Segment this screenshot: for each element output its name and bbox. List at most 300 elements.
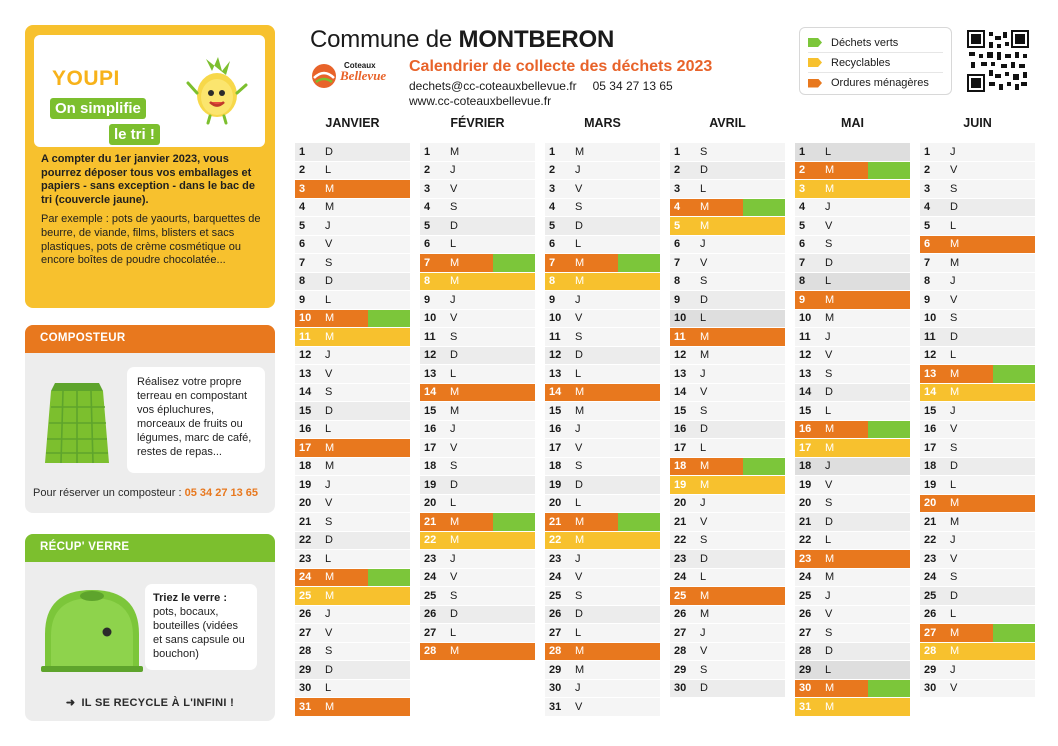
day-of-week: M (325, 312, 335, 325)
day-number: 18 (549, 460, 562, 473)
green-waste-marker (493, 513, 535, 531)
day-of-week: S (825, 367, 833, 380)
day-of-week: D (700, 293, 708, 306)
verre-text (145, 584, 257, 670)
calendar-day (920, 236, 1035, 255)
calendar-day (545, 199, 660, 218)
calendar-day (795, 180, 910, 199)
title-prefix: Commune de (310, 26, 459, 53)
day-of-week: V (825, 219, 833, 232)
day-of-week: J (825, 460, 831, 473)
day-of-week: S (700, 663, 708, 676)
calendar-day (420, 439, 535, 458)
day-number: 8 (549, 275, 556, 288)
green-waste-marker (618, 513, 660, 531)
day-of-week: D (825, 256, 833, 269)
day-of-week: M (700, 608, 710, 621)
calendar-day (920, 624, 1035, 643)
day-of-week: V (450, 312, 458, 325)
day-of-week: M (950, 367, 960, 380)
composteur-reservation (33, 487, 258, 499)
day-number: 19 (424, 478, 437, 491)
day-number: 24 (299, 571, 312, 584)
day-number: 21 (924, 515, 937, 528)
calendar-day (795, 421, 910, 440)
calendar-day (420, 606, 535, 625)
day-number: 11 (799, 330, 811, 343)
day-number: 22 (924, 534, 937, 547)
day-number: 10 (674, 312, 687, 325)
day-of-week: V (325, 238, 333, 251)
day-of-week: L (700, 571, 707, 584)
day-number: 29 (799, 663, 812, 676)
calendar-day (545, 495, 660, 514)
day-number: 15 (924, 404, 937, 417)
calendar-day (420, 143, 535, 162)
day-of-week: S (575, 330, 583, 343)
calendar-day (670, 624, 785, 643)
day-of-week: M (450, 256, 460, 269)
day-of-week: L (825, 404, 832, 417)
calendar-day (295, 384, 410, 403)
day-number: 7 (424, 256, 431, 269)
day-number: 17 (424, 441, 437, 454)
day-of-week: V (575, 700, 583, 713)
day-number: 24 (424, 571, 437, 584)
day-number: 4 (549, 201, 556, 214)
month-column (795, 116, 910, 717)
day-of-week: S (950, 441, 958, 454)
day-of-week: V (450, 571, 458, 584)
calendar-day (920, 680, 1035, 699)
calendar-day (920, 347, 1035, 366)
day-number: 13 (674, 367, 687, 380)
day-number: 17 (674, 441, 687, 454)
day-of-week: L (325, 682, 332, 695)
day-number: 23 (799, 552, 812, 565)
calendar-day (920, 606, 1035, 625)
day-number: 6 (674, 238, 681, 251)
day-number: 2 (799, 164, 806, 177)
contact-email[interactable]: dechets@cc-coteauxbellevue.fr (409, 79, 577, 93)
day-number: 28 (924, 645, 937, 658)
day-of-week: V (950, 682, 958, 695)
day-number: 25 (424, 589, 437, 602)
day-of-week: D (700, 423, 708, 436)
day-number: 4 (299, 201, 306, 214)
day-number: 25 (799, 589, 812, 602)
day-of-week: M (450, 275, 460, 288)
day-number: 16 (299, 423, 312, 436)
calendar-day (920, 273, 1035, 292)
day-of-week: D (450, 219, 458, 232)
calendar-day (920, 476, 1035, 495)
calendar-day (545, 569, 660, 588)
month-column (545, 116, 660, 717)
calendar-day (670, 180, 785, 199)
calendar-day (920, 532, 1035, 551)
calendar-day (795, 513, 910, 532)
day-number: 25 (674, 589, 687, 602)
promo-example-text: Par exemple : pots de yaourts, barquettes de beurre, de viande, films, blisters et sacs plastiques, pots de crème cosmétique ou encore boîtes de poudre chocolatée... (41, 213, 261, 267)
calendar-day (670, 402, 785, 421)
calendar-day (920, 199, 1035, 218)
calendar-day (545, 643, 660, 662)
day-of-week: S (825, 238, 833, 251)
calendar-day (670, 643, 785, 662)
verre-title: RÉCUP' VERRE (25, 534, 275, 562)
day-of-week: M (325, 330, 335, 343)
day-number: 22 (799, 534, 812, 547)
day-number: 14 (924, 386, 937, 399)
day-number: 8 (299, 275, 306, 288)
day-of-week: L (450, 497, 457, 510)
day-of-week: J (700, 238, 706, 251)
day-of-week: D (825, 386, 833, 399)
calendar-day (545, 532, 660, 551)
calendar-day (920, 291, 1035, 310)
day-number: 13 (424, 367, 437, 380)
day-of-week: J (325, 219, 331, 232)
arrow-right-icon: ➜ (65, 697, 76, 709)
day-of-week: M (575, 515, 585, 528)
green-waste-marker (993, 365, 1035, 383)
day-number: 9 (424, 293, 431, 306)
day-number: 5 (799, 219, 806, 232)
day-of-week: J (950, 663, 956, 676)
calendar-day (295, 254, 410, 273)
day-of-week: J (325, 608, 331, 621)
day-of-week: M (825, 312, 835, 325)
day-number: 5 (549, 219, 556, 232)
calendar-day (295, 513, 410, 532)
calendar-day (295, 365, 410, 384)
day-of-week: V (575, 571, 583, 584)
day-of-week: S (700, 534, 708, 547)
day-of-week: J (575, 552, 581, 565)
day-number: 18 (799, 460, 812, 473)
calendar-day (545, 661, 660, 680)
calendar-day (420, 513, 535, 532)
day-number: 20 (299, 497, 312, 510)
day-of-week: M (325, 441, 335, 454)
calendar-day (295, 624, 410, 643)
contact-website[interactable]: www.cc-coteauxbellevue.fr (409, 94, 552, 108)
legend-arrow-icon (808, 38, 822, 47)
calendar-day (795, 162, 910, 181)
day-of-week: M (950, 497, 960, 510)
calendar-day (920, 458, 1035, 477)
day-of-week: M (825, 182, 835, 195)
promo-pill-1: On simplifie (50, 98, 146, 119)
day-number: 11 (424, 330, 436, 343)
day-number: 15 (674, 404, 687, 417)
day-of-week: D (950, 201, 958, 214)
youpi-heading: YOUPI (52, 67, 120, 90)
day-of-week: M (575, 386, 585, 399)
day-of-week: L (825, 275, 832, 288)
calendar-day (295, 550, 410, 569)
day-of-week: S (575, 201, 583, 214)
day-number: 12 (924, 349, 937, 362)
day-of-week: M (825, 552, 835, 565)
day-number: 24 (674, 571, 687, 584)
day-number: 8 (674, 275, 681, 288)
day-number: 8 (924, 275, 931, 288)
green-waste-marker (618, 254, 660, 272)
day-of-week: L (950, 478, 957, 491)
day-of-week: M (700, 219, 710, 232)
calendar-day (920, 550, 1035, 569)
calendar-day (295, 698, 410, 717)
day-number: 22 (549, 534, 562, 547)
day-of-week: J (950, 534, 956, 547)
calendar-day (795, 550, 910, 569)
calendar-day (420, 328, 535, 347)
day-number: 30 (799, 682, 812, 695)
verre-footer-text: IL SE RECYCLE À L'INFINI ! (81, 697, 235, 709)
day-of-week: S (700, 275, 708, 288)
day-number: 16 (549, 423, 562, 436)
calendar-day (670, 421, 785, 440)
day-number: 26 (424, 608, 437, 621)
day-number: 31 (549, 700, 562, 713)
day-of-week: J (825, 201, 831, 214)
day-number: 3 (924, 182, 931, 195)
day-of-week: M (700, 349, 710, 362)
calendar-day (420, 236, 535, 255)
day-of-week: M (450, 515, 460, 528)
day-of-week: V (325, 626, 333, 639)
day-of-week: L (575, 238, 582, 251)
composteur-text: Réalisez votre propre terreau en compostant vos épluchures, morceaux de fruits ou légumes, marc de café, restes de repas... (127, 367, 265, 473)
day-number: 9 (299, 293, 306, 306)
green-waste-marker (368, 569, 410, 587)
day-number: 1 (674, 145, 681, 158)
day-of-week: M (450, 386, 460, 399)
calendar-day (920, 661, 1035, 680)
green-waste-marker (743, 458, 785, 476)
day-of-week: J (700, 367, 706, 380)
day-number: 8 (424, 275, 431, 288)
day-number: 7 (549, 256, 556, 269)
legend-label: Déchets verts (831, 36, 899, 49)
day-number: 7 (299, 256, 306, 269)
day-number: 10 (299, 312, 312, 325)
verre-bold: Triez le verre : (153, 592, 227, 604)
calendar-day (420, 199, 535, 218)
calendar-day (920, 384, 1035, 403)
day-of-week: J (325, 478, 331, 491)
day-number: 20 (799, 497, 812, 510)
svg-text:Bellevue: Bellevue (340, 68, 387, 83)
day-number: 3 (799, 182, 806, 195)
day-of-week: S (450, 330, 458, 343)
day-of-week: M (325, 460, 335, 473)
day-number: 27 (424, 626, 437, 639)
calendar-day (670, 532, 785, 551)
day-number: 10 (799, 312, 812, 325)
day-number: 3 (299, 182, 306, 195)
mascot-icon (184, 55, 250, 125)
calendar-day (795, 643, 910, 662)
day-of-week: J (450, 164, 456, 177)
day-of-week: L (325, 552, 332, 565)
day-of-week: M (950, 238, 960, 251)
day-number: 23 (424, 552, 437, 565)
day-number: 25 (924, 589, 937, 602)
calendar-day (670, 199, 785, 218)
calendar-day (795, 680, 910, 699)
calendar-day (670, 550, 785, 569)
day-of-week: D (700, 552, 708, 565)
day-of-week: S (325, 645, 333, 658)
calendar-day (545, 680, 660, 699)
calendar-day (545, 624, 660, 643)
day-number: 13 (924, 367, 937, 380)
day-number: 9 (549, 293, 556, 306)
day-of-week: M (700, 460, 710, 473)
calendar-day (545, 476, 660, 495)
day-number: 3 (424, 182, 431, 195)
calendar-day (920, 495, 1035, 514)
day-number: 19 (549, 478, 562, 491)
day-number: 24 (549, 571, 562, 584)
day-number: 11 (924, 330, 936, 343)
calendar-day (670, 291, 785, 310)
day-of-week: V (825, 349, 833, 362)
day-number: 4 (424, 201, 431, 214)
calendar-day (420, 254, 535, 273)
calendar-day (795, 328, 910, 347)
calendar-day (420, 569, 535, 588)
day-of-week: M (325, 700, 335, 713)
day-of-week: M (950, 256, 960, 269)
day-number: 31 (299, 700, 312, 713)
day-number: 28 (674, 645, 687, 658)
calendar-day (420, 310, 535, 329)
green-waste-marker (368, 310, 410, 328)
calendar-day (795, 439, 910, 458)
day-of-week: L (450, 238, 457, 251)
day-of-week: J (700, 626, 706, 639)
calendar-day (670, 347, 785, 366)
day-number: 10 (424, 312, 437, 325)
day-number: 4 (799, 201, 806, 214)
day-number: 19 (299, 478, 312, 491)
calendar-day (545, 328, 660, 347)
day-number: 17 (299, 441, 312, 454)
day-number: 5 (424, 219, 431, 232)
calendar-day (295, 532, 410, 551)
day-number: 24 (924, 571, 937, 584)
day-number: 26 (549, 608, 562, 621)
day-number: 2 (674, 164, 681, 177)
day-of-week: L (700, 312, 707, 325)
calendar-day (545, 513, 660, 532)
day-number: 10 (549, 312, 562, 325)
day-of-week: V (700, 386, 708, 399)
calendar-day (545, 458, 660, 477)
calendar-day (670, 476, 785, 495)
day-number: 21 (299, 515, 312, 528)
day-of-week: S (450, 589, 458, 602)
calendar-day (420, 550, 535, 569)
calendar-day (795, 495, 910, 514)
verre-panel (25, 534, 275, 721)
calendar-day (795, 236, 910, 255)
calendar-day (795, 698, 910, 717)
calendar-day (420, 476, 535, 495)
calendar-day (295, 680, 410, 699)
calendar-day (670, 365, 785, 384)
calendar-day (295, 606, 410, 625)
day-number: 3 (549, 182, 556, 195)
day-number: 16 (424, 423, 437, 436)
day-of-week: J (950, 145, 956, 158)
composteur-phone[interactable]: 05 34 27 13 65 (184, 487, 259, 499)
calendar-day (420, 495, 535, 514)
calendar-day (795, 199, 910, 218)
day-number: 19 (924, 478, 937, 491)
day-of-week: L (575, 626, 582, 639)
calendar-day (420, 402, 535, 421)
day-number: 30 (924, 682, 937, 695)
day-number: 27 (299, 626, 312, 639)
contact-phone[interactable]: 05 34 27 13 65 (592, 79, 673, 93)
day-of-week: M (825, 164, 835, 177)
calendar-day (795, 365, 910, 384)
legend-item-recyclables (808, 53, 943, 73)
day-number: 7 (674, 256, 681, 269)
day-of-week: M (575, 145, 585, 158)
day-number: 23 (299, 552, 312, 565)
day-number: 21 (424, 515, 437, 528)
calendar-subtitle: Calendrier de collecte des déchets 2023 (409, 58, 713, 75)
calendar-day (420, 291, 535, 310)
day-number: 6 (924, 238, 931, 251)
calendar-day (670, 310, 785, 329)
calendar-day (295, 310, 410, 329)
day-number: 11 (674, 330, 686, 343)
day-number: 28 (549, 645, 562, 658)
day-of-week: S (950, 312, 958, 325)
day-of-week: M (575, 275, 585, 288)
day-of-week: D (325, 534, 333, 547)
day-of-week: M (450, 145, 460, 158)
day-of-week: D (700, 682, 708, 695)
calendar-day (420, 162, 535, 181)
day-of-week: S (575, 460, 583, 473)
day-of-week: M (575, 663, 585, 676)
legend-item-ordures-menageres (808, 73, 943, 93)
calendar-day (670, 587, 785, 606)
legend-label: Recyclables (831, 56, 891, 69)
calendar-day (295, 476, 410, 495)
day-of-week: M (450, 404, 460, 417)
qr-code-icon[interactable] (967, 30, 1029, 92)
day-number: 22 (424, 534, 437, 547)
calendar-day (795, 347, 910, 366)
calendar-day (670, 458, 785, 477)
month-header: JUIN (963, 116, 992, 130)
day-number: 12 (799, 349, 812, 362)
calendar-day (295, 236, 410, 255)
day-of-week: D (575, 608, 583, 621)
promo-text (41, 153, 263, 274)
day-of-week: M (700, 589, 710, 602)
calendar-day (295, 421, 410, 440)
